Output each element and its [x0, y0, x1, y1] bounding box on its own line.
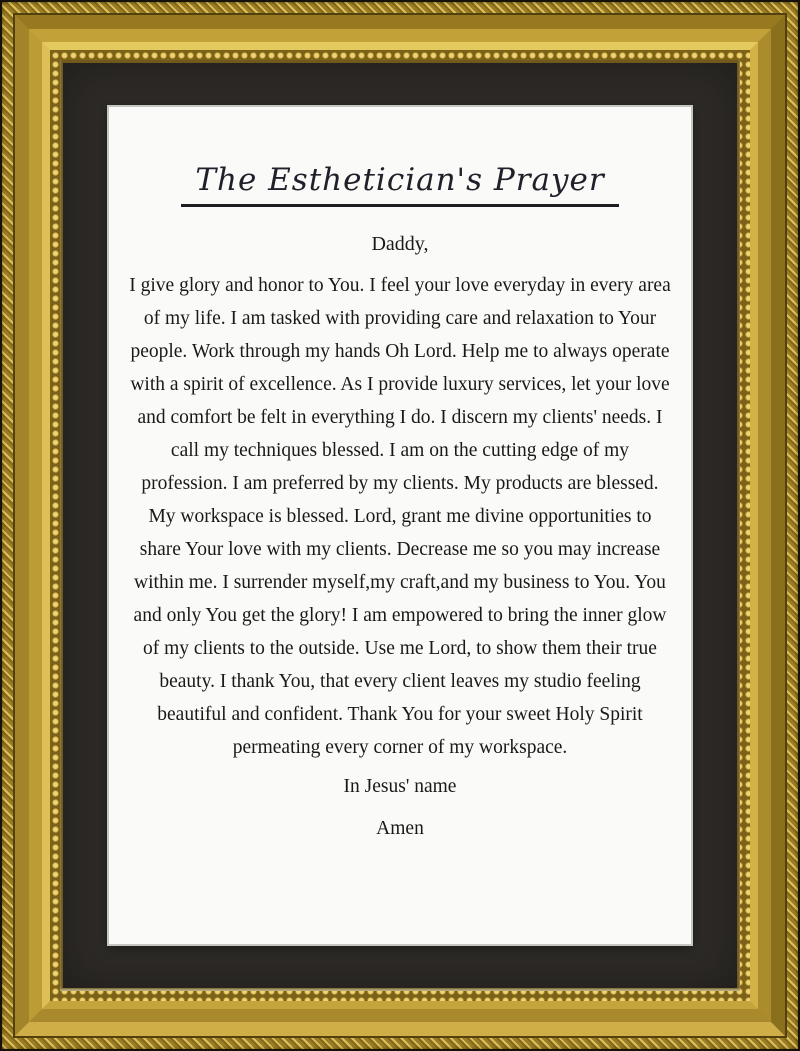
frame-inner-lip [60, 60, 740, 991]
prayer-line-5: and comfort be felt in everything I do. I discern my clients' needs. I [137, 406, 663, 428]
prayer-body [109, 269, 691, 764]
prayer-line-9: share Your love with my clients. Decrease me so you may increase [139, 538, 661, 560]
frame-flat-band [42, 42, 758, 1009]
prayer-line-8: My workspace is blessed. Lord, grant me divine opportunities to [148, 505, 652, 527]
closing-in-jesus-name: In Jesus' name [343, 775, 457, 797]
prayer-line-10: within me. I surrender myself,my craft,and my business to You. You [134, 571, 666, 593]
prayer-line-3: people. Work through my hands Oh Lord. Help me to always operate [130, 340, 670, 362]
prayer-line-14: beautiful and confident. Thank You for your sweet Holy Spirit [157, 703, 643, 725]
salutation: Daddy, [371, 232, 429, 255]
frame-slope-inner [29, 29, 771, 1022]
frame-rope-band [2, 2, 798, 1049]
frame-slope-outer [15, 15, 785, 1036]
prayer-print [109, 107, 691, 944]
frame-groove [13, 13, 787, 1038]
prayer-line-11: and only You get the glory! I am empowered to bring the inner glow [133, 604, 667, 626]
frame-bead-band [50, 50, 750, 1001]
prayer-line-1: I give glory and honor to You. I feel your love everyday in every area [129, 274, 671, 296]
prayer-line-7: profession. I am preferred by my clients. My products are blessed. [141, 472, 659, 494]
prayer-line-12: of my clients to the outside. Use me Lord, to show them their true [143, 637, 657, 659]
prayer-line-13: beauty. I thank You, that every client leaves my studio feeling [159, 670, 641, 692]
prayer-line-2: of my life. I am tasked with providing care and relaxation to Your [143, 307, 657, 329]
print-title: The Esthetician's Prayer [181, 163, 618, 207]
mat-board [63, 63, 737, 988]
prayer-line-15: permeating every corner of my workspace. [232, 736, 568, 758]
prayer-line-4: with a spirit of excellence. As I provide luxury services, let your love [130, 373, 670, 395]
closing-amen: Amen [376, 817, 424, 839]
prayer-line-6: call my techniques blessed. I am on the cutting edge of my [170, 439, 630, 461]
